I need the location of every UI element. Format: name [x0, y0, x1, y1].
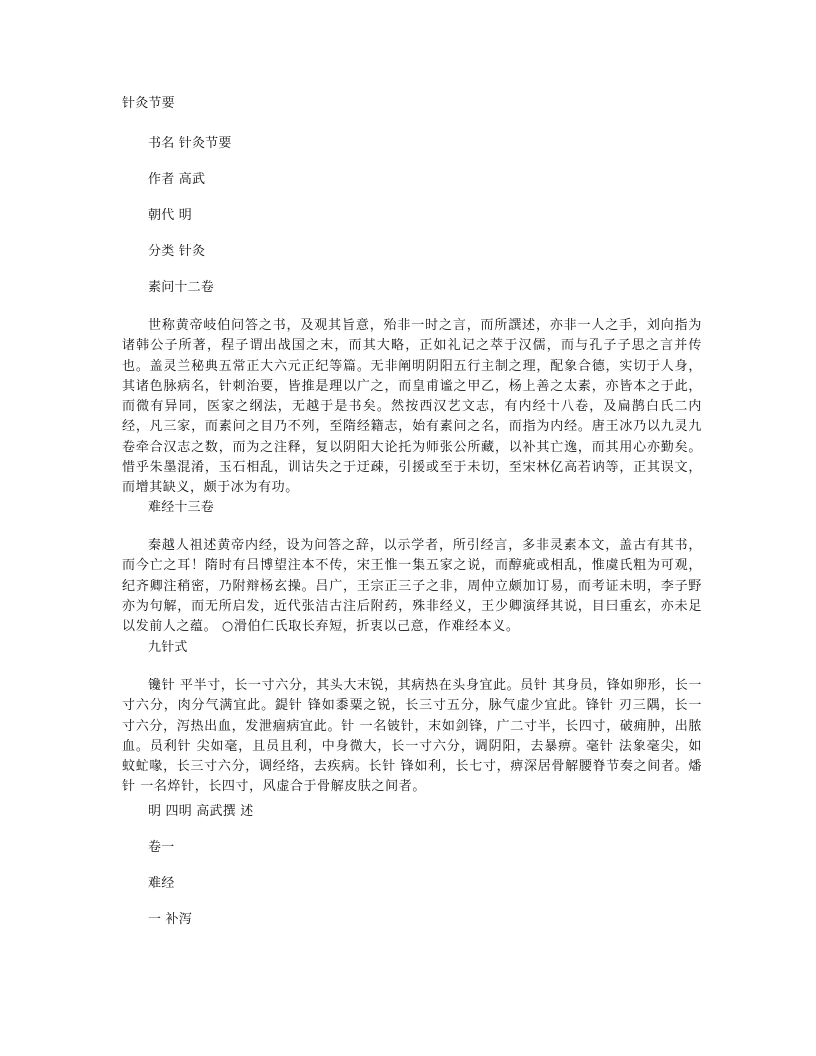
meta-value: 明	[178, 208, 192, 223]
section-heading: 九针式	[148, 640, 188, 655]
section-body: 秦越人祖述黄帝内经，设为问答之辞，以示学者，所引经言，多非灵素本文，盖古有其书，而今亡之耳！隋时有吕博望注本不传，宋王惟一集五家之说，而醇疵或相乱，惟虞氏粗为可观，纪齐卿注稍密，乃附辩杨玄操。吕广，王宗正三子之非，周仲立颇加订易，而考证未明，李子野亦为句解，而无所启发，近代张洁古注后附药，殊非经义，王少卿演绎其说，目曰重玄，亦未足以发前人之蕴。 ○滑伯仁氏取长弃短，折衷以己意，作难经本义。	[122, 538, 702, 635]
section-body: 世称黄帝岐伯问答之书，及观其旨意，殆非一时之言，而所譔述，亦非一人之手，刘向指为诸韩公子所著，程子谓出战国之末，而其大略，正如礼记之萃于汉儒，而与孔子子思之言并传也。盖灵兰秘典五常正大六元正纪等篇。无非阐明阴阳五行主制之理，配象合德，实切于人身，其诸色脉病名，针刺治要，皆推是理以广之，而皇甫谧之甲乙，杨上善之太素，亦皆本之于此，而微有异同，医家之纲法，无越于是书矣。然按西汉艺文志，有内经十八卷，及扁鹊白氏二内经，凡三家，而素问之目乃不列，至隋经籍志，始有素问之名，而指为内经。唐王冰乃以九灵九卷牵合汉志之数，而为之注释，复以阴阳大论托为师张公所藏，以补其亡逸，而其用心亦勤矣。惜乎朱墨混淆，玉石相乱，训诂失之于迂疎，引援或至于未切，至宋林亿高若讷等，正其误文，而增其缺义，颇于冰为有功。	[122, 318, 702, 496]
meta-value: 针灸节要	[178, 136, 232, 151]
section-heading: 难经十三卷	[148, 500, 215, 515]
meta-author	[148, 172, 205, 188]
meta-label: 作者	[148, 172, 175, 187]
meta-category	[148, 244, 205, 260]
meta-value: 针灸	[178, 244, 206, 259]
volume-heading: 卷一	[148, 840, 175, 855]
subsection-heading: 一 补泻	[148, 912, 192, 927]
meta-dynasty	[148, 208, 192, 224]
section-heading: 素问十二卷	[148, 280, 215, 295]
author-line: 明 四明 高武撰 述	[148, 804, 254, 819]
meta-value: 高武	[178, 172, 206, 187]
meta-book-name	[148, 136, 232, 152]
meta-label: 书名	[148, 136, 175, 151]
meta-label: 朝代	[148, 208, 175, 223]
document-title: 针灸节要	[122, 96, 175, 111]
chapter-heading: 难经	[148, 876, 175, 891]
meta-label: 分类	[148, 244, 175, 259]
section-body: 镵针 平半寸，长一寸六分，其头大末锐，其病热在头身宜此。员针 其身员，锋如卵形，长一寸六分，肉分气满宜此。鍉针 锋如黍粟之锐，长三寸五分，脉气虚少宜此。锋针 刃三隅，长一寸六分，泻热出血，发泄痼病宜此。针 一名铍针，末如剑锋，广二寸半，长四寸，破痈肿，出脓血。员利针 尖如毫，且员且利，中身微大，长一寸六分，调阴阳，去暴痹。毫针 法象毫尖，如蚊虻喙，长三寸六分，调经络，去疾病。长针 锋如利，长七寸，痹深居骨解腰脊节奏之间者。燔针 一名焠针，长四寸，风虚合于骨解皮肤之间者。	[122, 678, 702, 795]
